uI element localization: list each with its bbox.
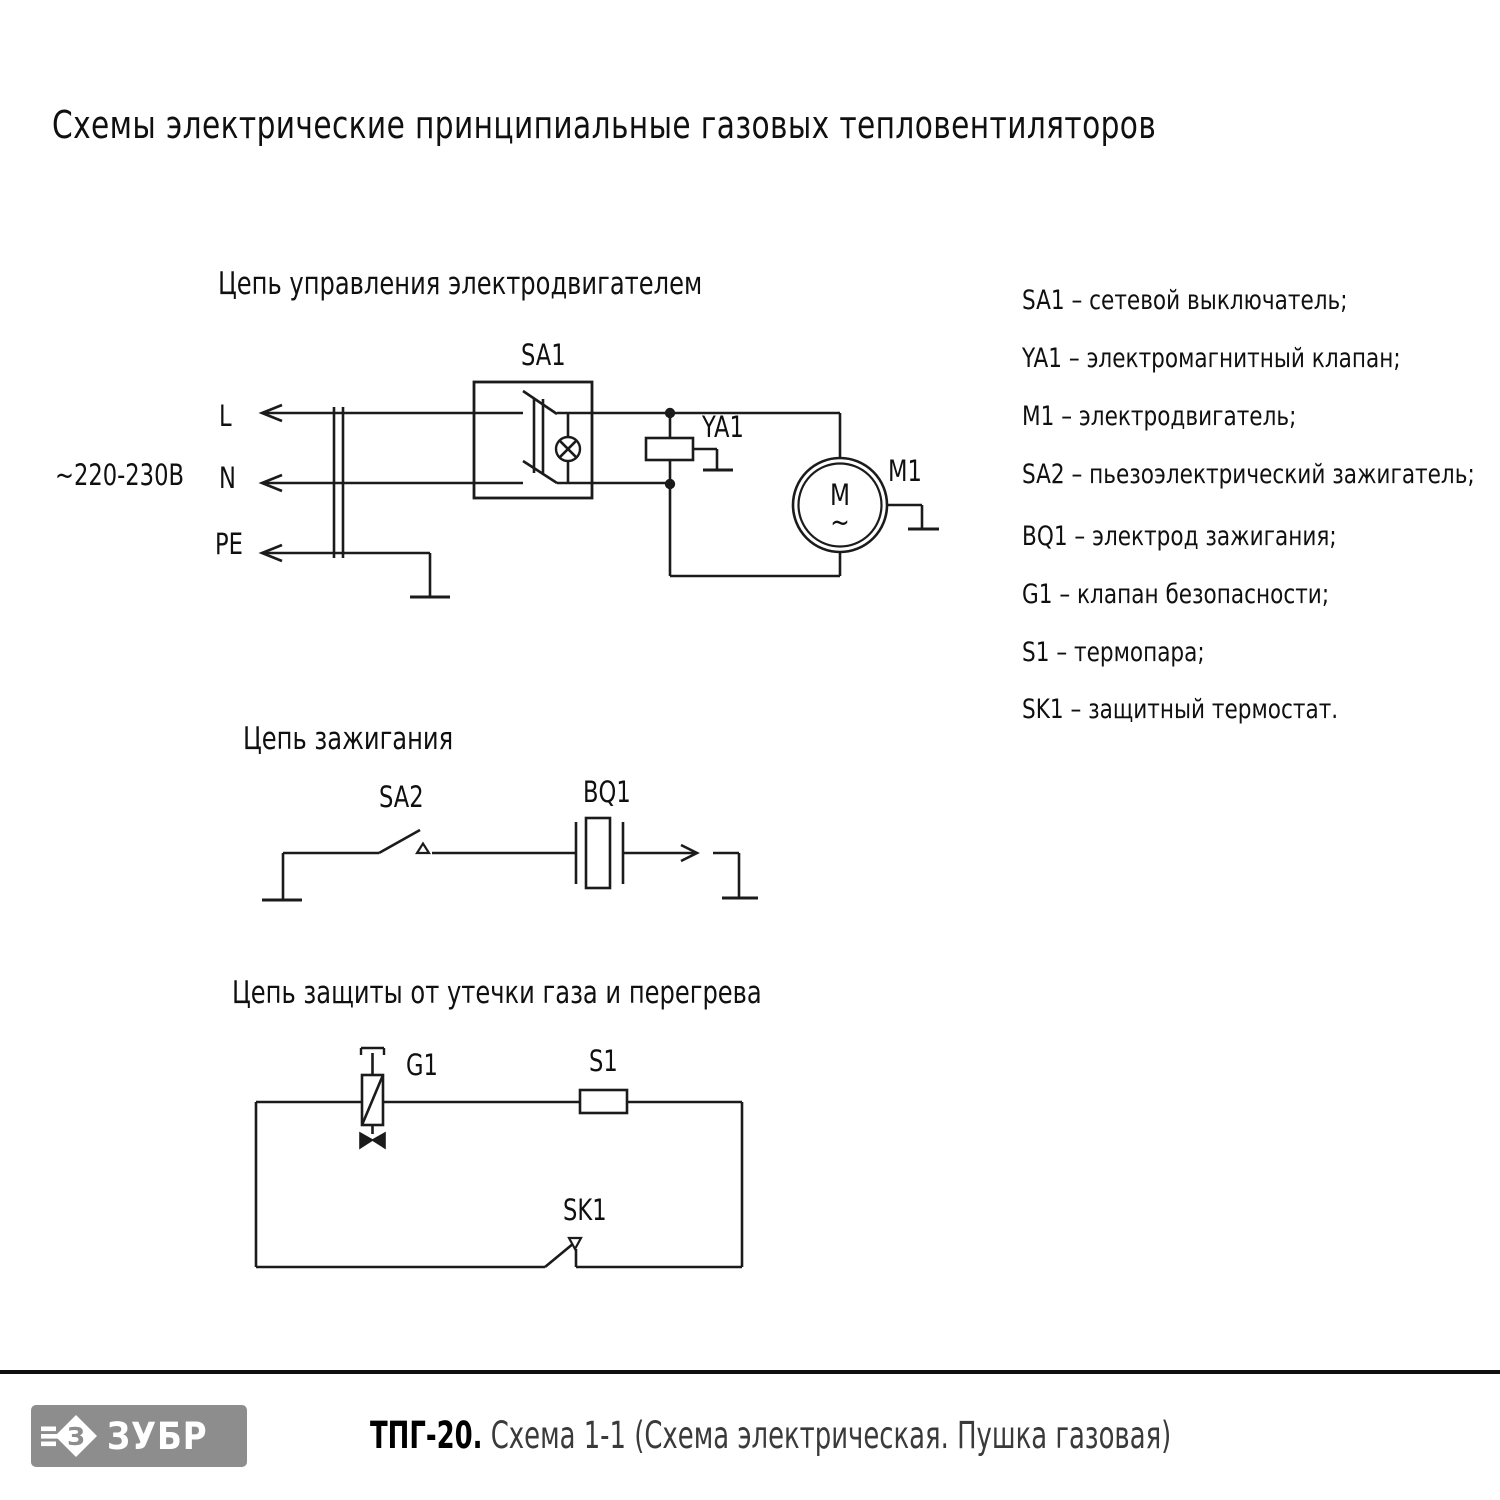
legend-item: M1 – электродвигатель; <box>1022 401 1297 432</box>
protection-circuit-drawing <box>256 1048 742 1267</box>
zubr-brand-text: ЗУБР <box>107 1414 208 1458</box>
footer-divider <box>0 1370 1500 1374</box>
ignition-title: Цепь зажигания <box>243 721 454 757</box>
svg-text:З: З <box>67 1422 85 1451</box>
zubr-brand-icon <box>41 1412 99 1460</box>
ya1-label: YA1 <box>702 410 744 444</box>
terminal-l-label: L <box>219 399 232 433</box>
model-number: ТПГ-20. <box>370 1414 483 1457</box>
sk1-label: SK1 <box>563 1193 607 1227</box>
motor-control-title: Цепь управления электродвигателем <box>218 266 703 302</box>
sa2-label: SA2 <box>379 780 424 814</box>
protection-title: Цепь защиты от утечки газа и перегрева <box>232 975 762 1011</box>
legend-item: SA2 – пьезоэлектрический зажигатель; <box>1022 459 1475 490</box>
bq1-label: BQ1 <box>583 775 631 809</box>
legend-item: G1 – клапан безопасности; <box>1022 579 1330 610</box>
footer-caption <box>370 1414 1171 1457</box>
voltage-label: ~220-230В <box>55 458 184 492</box>
ignition-circuit-drawing <box>262 818 758 900</box>
legend-item: S1 – термопара; <box>1022 637 1205 668</box>
zubr-logo <box>31 1405 247 1467</box>
legend-item: BQ1 – электрод зажигания; <box>1022 521 1337 552</box>
terminal-n-label: N <box>219 461 236 495</box>
legend-item: SK1 – защитный термостат. <box>1022 694 1339 725</box>
legend-item: YA1 – электромагнитный клапан; <box>1022 343 1401 374</box>
scheme-caption: Схема 1-1 (Схема электрическая. Пушка газовая) <box>490 1414 1172 1457</box>
legend-item: SA1 – сетевой выключатель; <box>1022 285 1348 316</box>
s1-label: S1 <box>589 1044 618 1078</box>
motor-letter: M <box>829 478 851 512</box>
page-title: Схемы электрические принципиальные газовых тепловентиляторов <box>52 103 1157 147</box>
m1-label: M1 <box>888 454 922 488</box>
motor-current-sign: ~ <box>830 505 850 539</box>
terminal-pe-label: PE <box>215 527 243 561</box>
sa1-label: SA1 <box>521 338 566 372</box>
g1-label: G1 <box>406 1048 438 1082</box>
